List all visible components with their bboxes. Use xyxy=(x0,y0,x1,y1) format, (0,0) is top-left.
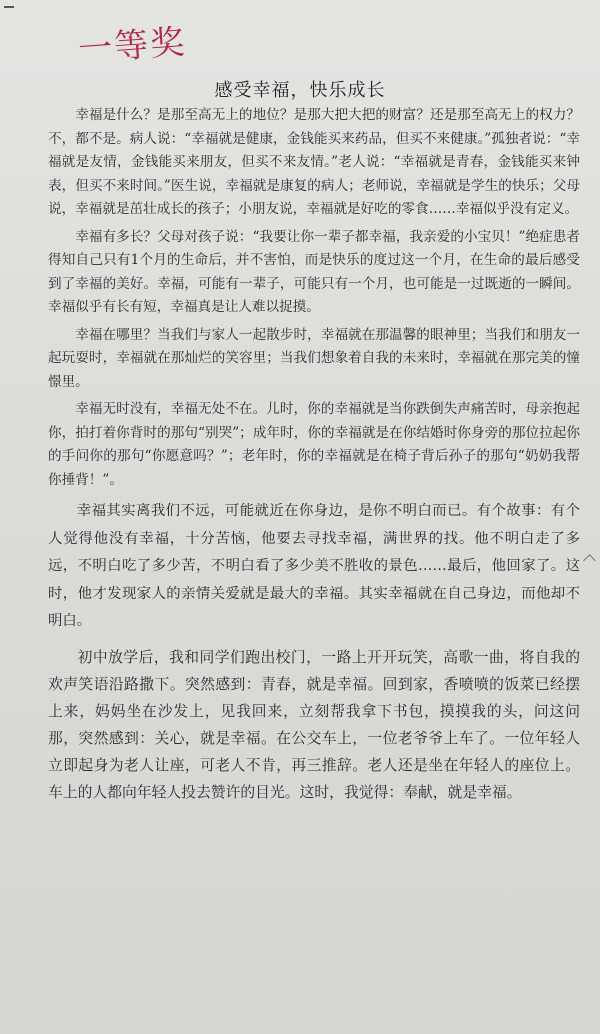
paragraph-3: 幸福在哪里？当我们与家人一起散步时，幸福就在那温馨的眼神里；当我们和朋友一起玩耍时，幸福就在那灿烂的笑容里；当我们想象着自我的未来时，幸福就在那完美的憧憬里。 xyxy=(48,326,580,390)
essay-body xyxy=(48,104,580,810)
paragraph-5: 幸福其实离我们不远，可能就近在你身边，是你不明白而已。有个故事：有个人觉得他没有幸福，十分苦恼，他要去寻找幸福，满世界的找。他不明白走了多远，不明白吃了多少苦，不明白看了多少美不胜收的景色……最后，他回家了。这时，他才发现家人的亲情关爱就是最大的幸福。其实幸福就在自己身边，而他却不明白。 xyxy=(48,503,580,629)
paragraph-2: 幸福有多长？父母对孩子说：“我要让你一辈子都幸福，我亲爱的小宝贝！”绝症患者得知自己只有1个月的生命后，并不害怕，而是快乐的度过这一个月，在生命的最后感受到了幸福的美好。幸福，可能有一辈子，可能只有一个月，也可能是一过既逝的一瞬间。幸福似乎有长有短，幸福真是让人难以捉摸。 xyxy=(48,228,580,315)
margin-mark xyxy=(583,554,596,567)
paragraph-4: 幸福无时没有，幸福无处不在。儿时，你的幸福就是当你跌倒失声痛苦时，母亲抱起你，拍打着你背时的那句“别哭”；成年时，你的幸福就是在你结婚时你身旁的那位拉起你的手问你的那句“你愿意吗？”；老年时，你的幸福就是在椅子背后孙子的那句“奶奶我帮你捶背！”。 xyxy=(48,401,580,488)
corner-mark xyxy=(4,6,14,8)
paragraph-6: 初中放学后，我和同学们跑出校门，一路上开开玩笑，高歌一曲，将自我的欢声笑语沿路撒下。突然感到：青春，就是幸福。回到家，香喷喷的饭菜已经摆上来，妈妈坐在沙发上，见我回来，立刻帮我拿下书包，摸摸我的头，问这问那，突然感到：关心，就是幸福。在公交车上，一位老爷爷上车了。一位年轻人立即起身为老人让座，可老人不肯，再三推辞。老人还是坐在年轻人的座位上。车上的人都向年轻人投去赞许的目光。这时，我觉得：奉献，就是幸福。 xyxy=(48,648,580,801)
handwritten-award-note: 一等奖 xyxy=(76,22,188,70)
essay-title: 感受幸福，快乐成长 xyxy=(214,80,386,101)
paragraph-1: 幸福是什么？是那至高无上的地位？是那大把大把的财富？还是那至高无上的权力？不，都不是。病人说：“幸福就是健康，金钱能买来药品，但买不来健康。”孤独者说：“幸福就是友情，金钱能买来朋友，但买不来友情。”老人说：“幸福就是青春，金钱能买来钟表，但买不来时间。”医生说，幸福就是康复的病人；老师说，幸福就是学生的快乐；父母说，幸福就是茁壮成长的孩子；小朋友说，幸福就是好吃的零食……幸福似乎没有定义。 xyxy=(48,107,580,217)
